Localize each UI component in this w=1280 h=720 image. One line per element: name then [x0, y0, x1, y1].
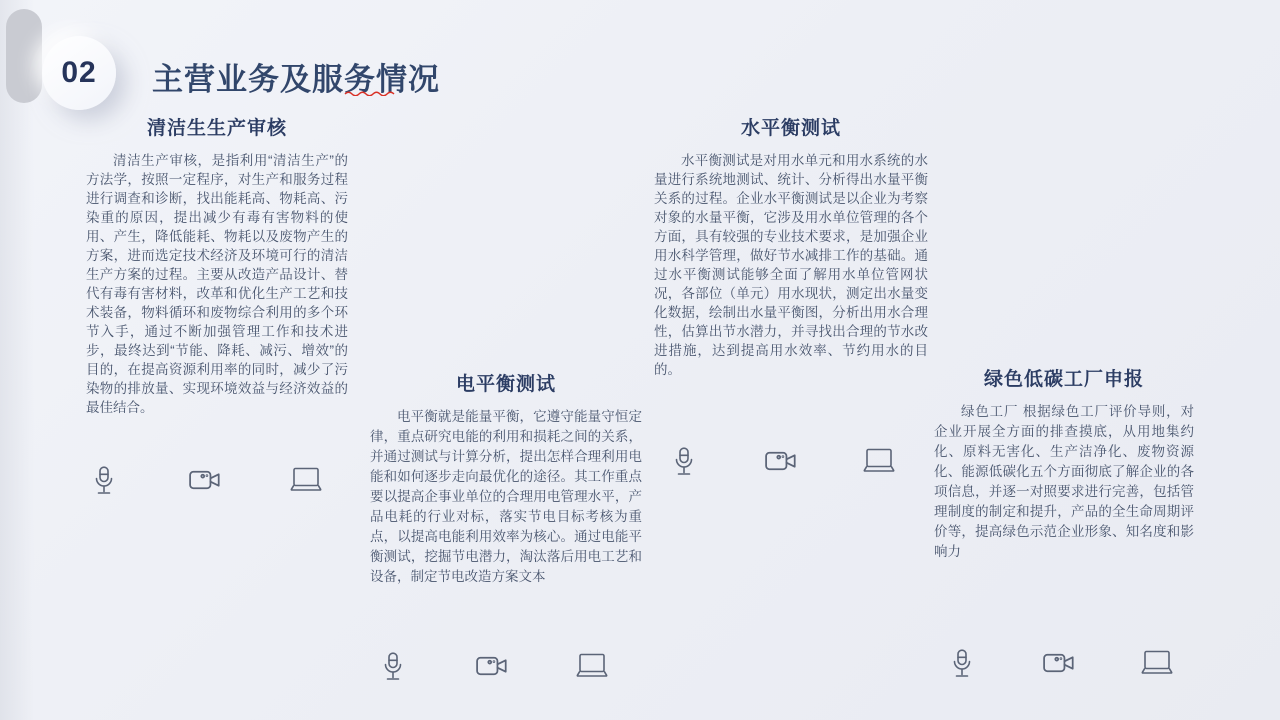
spellcheck-underline	[344, 90, 396, 96]
column-clean-production-audit	[86, 113, 348, 513]
video-camera-icon	[764, 443, 800, 479]
column-heading: 绿色低碳工厂申报	[983, 369, 1144, 390]
corner-tab-shape	[6, 9, 42, 103]
column-body: 电平衡就是能量平衡，它遵守能量守恒定律，重点研究电能的利用和损耗之间的关系，并通过测试与计算分析，提出怎样合理利用电能和如何逐步走向最优化的途径。其工作重点要以提高企事业单位的合理用电管理水平，产品电耗的行业对标，落实节电目标考核为重点，以提高电能利用效率为核心。通过电能平衡测试，挖掘节电潜力，淘汰落后用电工艺和设备，制定节电改造方案文本	[370, 409, 642, 584]
microphone-icon	[375, 648, 411, 684]
laptop-icon	[574, 648, 610, 684]
video-camera-icon	[1042, 645, 1078, 681]
column-green-low-carbon-factory	[934, 364, 1194, 694]
column-body: 水平衡测试是对用水单元和用水系统的水量进行系统地测试、统计、分析得出水量平衡关系的过程。企业水平衡测试是以企业为考察对象的水量平衡，它涉及用水单位管理的各个方面，具有较强的专业技术要求，是加强企业用水科学管理，做好节水减排工作的基础。通过水平衡测试能够全面了解用水单位管网状况，各部位（单元）用水现状，测定出水量变化数据，绘制出水量平衡图，分析出用水合理性，估算出节水潜力，并寻找出合理的节水改进措施，达到提高用水效率、节约用水的目的。	[654, 153, 928, 377]
column-heading: 电平衡测试	[455, 374, 556, 395]
page-title: 主营业务及服务情况	[152, 62, 440, 97]
column-water-balance-test	[654, 113, 928, 493]
laptop-icon	[288, 462, 324, 498]
left-edge-shade	[0, 0, 34, 720]
section-number: 02	[61, 56, 97, 89]
video-camera-icon	[187, 462, 223, 498]
microphone-icon	[86, 462, 122, 498]
column-electric-balance-test	[370, 369, 642, 699]
column-body: 绿色工厂 根据绿色工厂评价导则，对企业开展全方面的排查摸底，从用地集约化、原料无害化、生产洁净化、废物资源化、能源低碳化五个方面彻底了解企业的各项信息，并逐一对照要求进行完善，包括管理制度的制定和提升，产品的全生命周期评价等，提高绿色示范企业形象、知名度和影响力	[934, 404, 1194, 559]
icon-row	[654, 443, 928, 479]
column-heading: 清洁生生产审核	[146, 118, 287, 139]
microphone-icon	[666, 443, 702, 479]
icon-row	[86, 462, 348, 498]
laptop-icon	[861, 443, 897, 479]
icon-row	[370, 648, 642, 684]
microphone-icon	[944, 645, 980, 681]
column-heading: 水平衡测试	[740, 118, 841, 139]
section-number-badge	[42, 36, 116, 110]
icon-row	[934, 645, 1194, 681]
laptop-icon	[1139, 645, 1175, 681]
video-camera-icon	[475, 648, 511, 684]
column-body: 清洁生产审核，是指利用“清洁生产”的方法学，按照一定程序，对生产和服务过程进行调查和诊断，找出能耗高、物耗高、污染重的原因，提出减少有毒有害物料的使用、产生，降低能耗、物耗以及废物产生的方案，进而选定技术经济及环境可行的清洁生产方案的过程。主要从改造产品设计、替代有毒有害材料，改革和优化生产工艺和技术装备，物料循环和废物综合利用的多个环节入手，通过不断加强管理工作和技术进步，最终达到“节能、降耗、减污、增效”的目的，在提高资源利用率的同时，减少了污染物的排放量、实现环境效益与经济效益的最佳结合。	[86, 153, 348, 415]
